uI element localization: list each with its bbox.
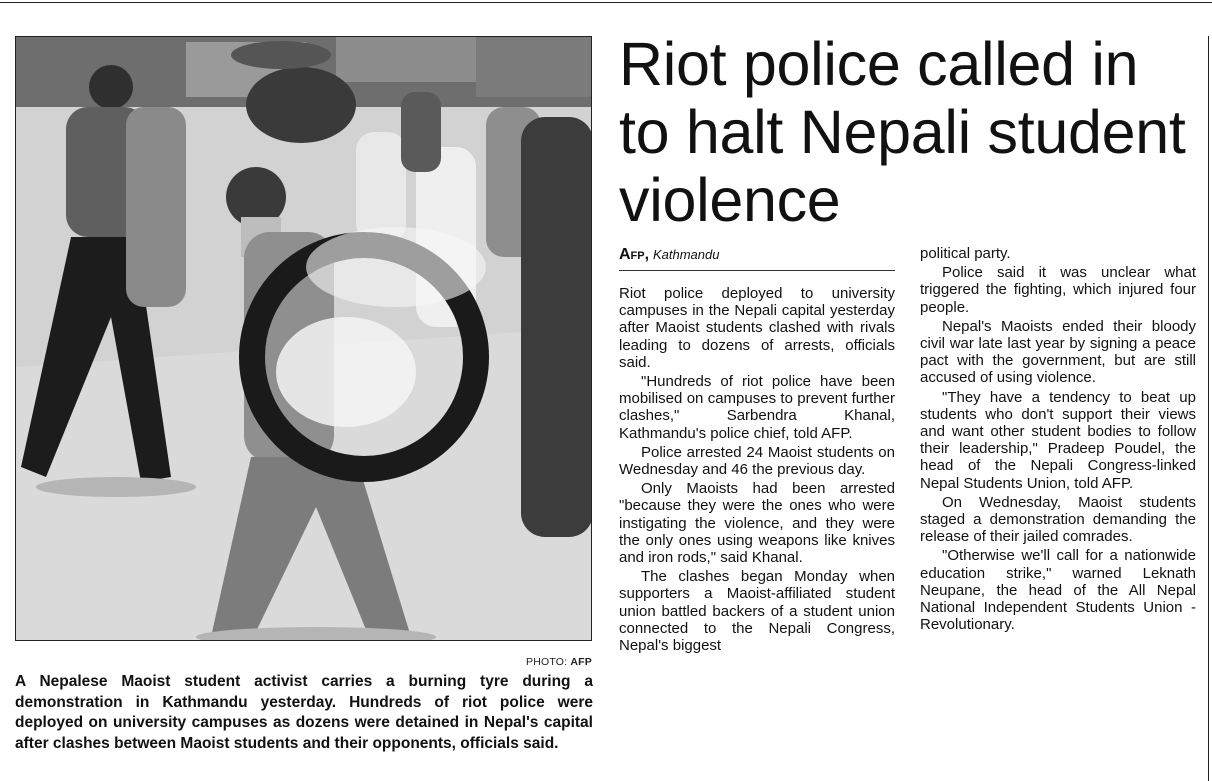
photo-credit-label: PHOTO: [526,656,568,668]
photo-caption: A Nepalese Maoist student activist carries a burning tyre during a demonstration in Kathmandu yesterday. Hundreds of riot police were deployed on university campuses as dozens were detained in Nepal's capital after clashes between Maoist students and their opponents, officials said. [15,673,593,752]
paragraph: "Otherwise we'll call for a nationwide education strike," warned Leknath Neupane, the head of the All Nepal National Independent Students Union - Revolutionary. [920,547,1196,634]
photo-credit-source: AFP [570,656,592,668]
paragraph: Only Maoists had been arrested "because they were the ones who were instigating the violence, and they were the only ones using weapons like knives and iron rods," said Khanal. [619,480,895,567]
article-column-2 [920,245,1196,635]
paragraph: Riot police deployed to university campuses in the Nepali capital yesterday after Maoist students clashed with rivals leading to dozens of arrests, officials said. [619,285,895,371]
paragraph: Police said it was unclear what triggered the fighting, which injured four people. [920,264,1196,316]
paragraph: Police arrested 24 Maoist students on Wednesday and 46 the previous day. [619,443,895,479]
news-photo [15,36,592,641]
byline-agency: Afp, [619,246,650,263]
paragraph: The clashes began Monday when supporters a Maoist-affiliated student union battled backers of a student union connected to the Nepali Congress, Nepal's biggest [619,568,895,655]
paragraph: Nepal's Maoists ended their bloody civil war late last year by signing a peace pact with the government, but are still accused of using violence. [920,317,1196,387]
paragraph: On Wednesday, Maoist students staged a demonstration demanding the release of their jailed comrades. [920,493,1196,546]
top-rule [0,2,1212,3]
article-column-1 [619,285,895,656]
right-rule [1208,36,1209,781]
byline-location: Kathmandu [652,247,720,262]
headline: Riot police called in to halt Nepali student violence [619,30,1186,234]
byline [619,246,895,271]
paragraph: "They have a tendency to beat up students who don't support their views and want other student bodies to follow their leadership," Pradeep Poudel, the head of the Nepali Congress-linked Nepal Students Union, told AFP. [920,388,1196,492]
photo-credit [480,656,592,668]
paragraph-continuation: political party. [920,245,1011,262]
paragraph: "Hundreds of riot police have been mobilised on campuses to prevent further clashes," Sarbendra Khanal, Kathmandu's police chief, told AFP. [619,373,895,442]
